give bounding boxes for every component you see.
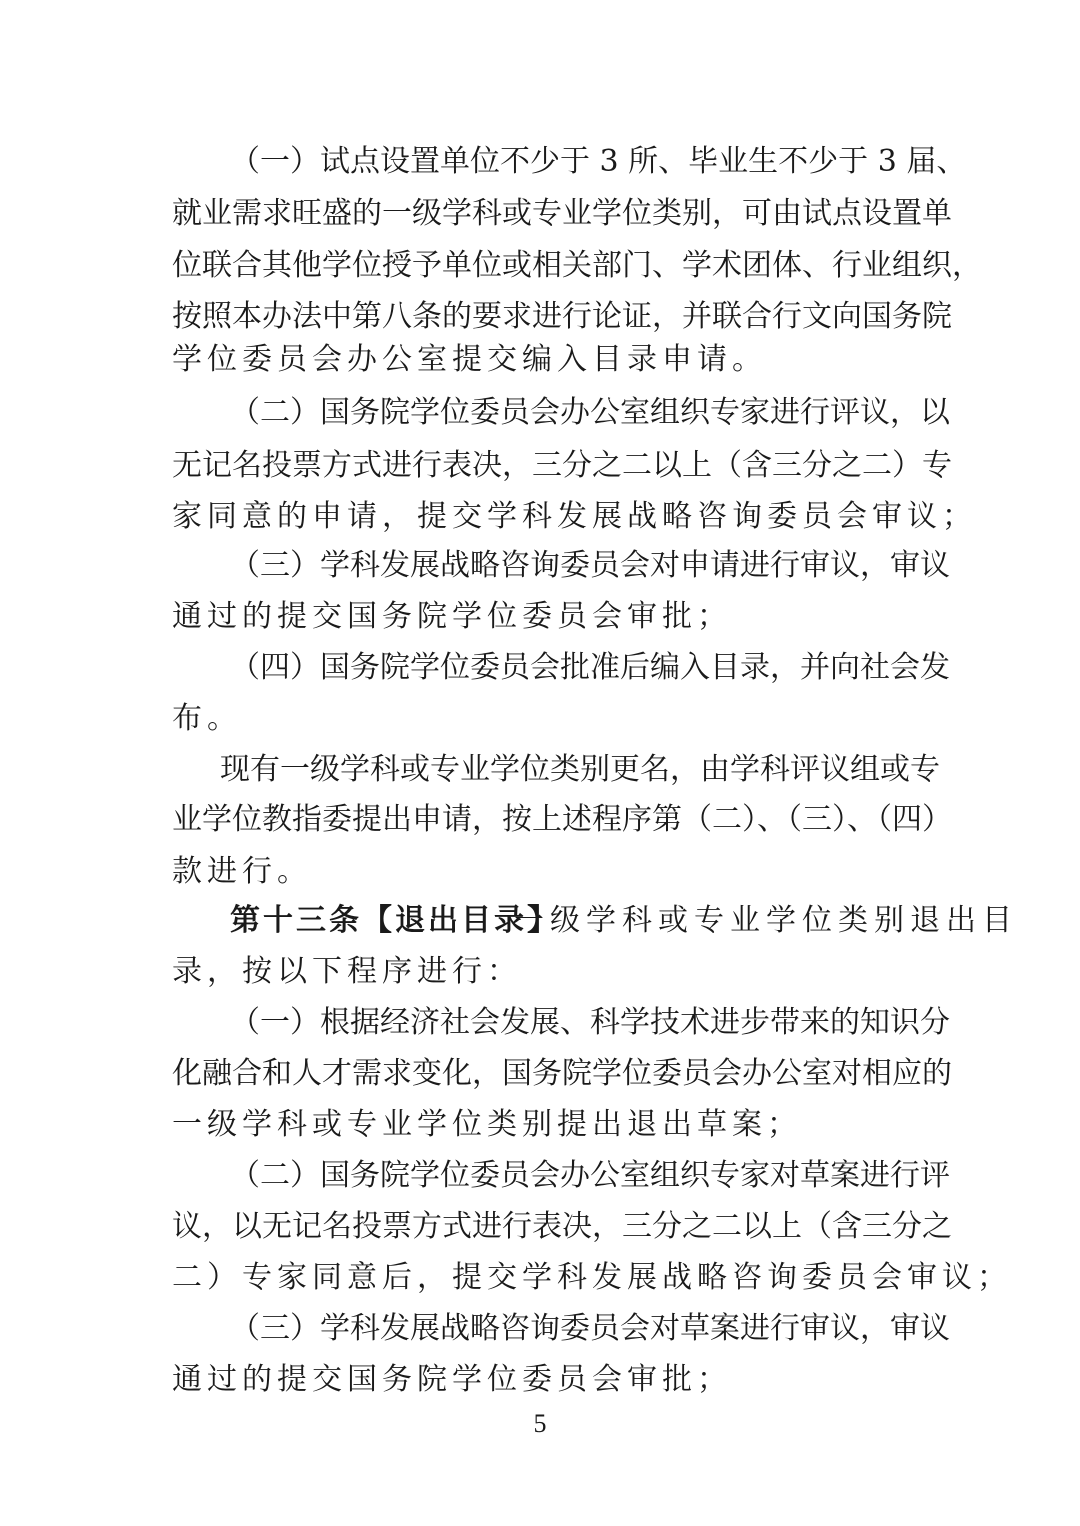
paragraph-line: 通过的提交国务院学位委员会审批； (172, 599, 732, 634)
paragraph-line: （一）试点设置单位不少于 3 所、毕业生不少于 3 届、 (230, 144, 967, 179)
paragraph-line: 无记名投票方式进行表决，三分之二以上（含三分之二）专 (172, 448, 952, 483)
paragraph-line: （二）国务院学位委员会办公室组织专家对草案进行评 (230, 1158, 950, 1193)
page-number: 5 (533, 1409, 547, 1438)
paragraph-line: （四）国务院学位委员会批准后编入目录，并向社会发 (230, 650, 950, 685)
paragraph-line: 化融合和人才需求变化，国务院学位委员会办公室对相应的 (172, 1056, 952, 1091)
paragraph-line: 通过的提交国务院学位委员会审批； (172, 1362, 732, 1397)
paragraph-line: 二）专家同意后，提交学科发展战略咨询委员会审议； (172, 1260, 1012, 1295)
paragraph-line: 录，按以下程序进行： (172, 954, 522, 989)
paragraph-line: 现有一级学科或专业学位类别更名，由学科评议组或专 (220, 752, 940, 787)
paragraph-line: 业学位教指委提出申请，按上述程序第（二）、（三）、（四） (172, 802, 952, 837)
paragraph-line: 一级学科或专业学位类别提出退出草案； (172, 1107, 802, 1142)
paragraph-line: 学位委员会办公室提交编入目录申请。 (172, 342, 767, 377)
paragraph-line: （三）学科发展战略咨询委员会对草案进行审议，审议 (230, 1311, 950, 1346)
paragraph-line: 就业需求旺盛的一级学科或专业学位类别，可由试点设置单 (172, 196, 952, 231)
paragraph-line: （二）国务院学位委员会办公室组织专家进行评议，以 (230, 395, 950, 430)
paragraph-line: 位联合其他学位授予单位或相关部门、学术团体、行业组织， (172, 248, 982, 283)
article-heading: 第十三条【退出目录】 (230, 903, 560, 938)
paragraph-line: 款进行。 (172, 854, 312, 889)
paragraph-line: （一）根据经济社会发展、科学技术进步带来的知识分 (230, 1005, 950, 1040)
paragraph-line: 一级学科或专业学位类别退出目 (514, 903, 1018, 938)
paragraph-line: （三）学科发展战略咨询委员会对申请进行审议，审议 (230, 548, 950, 583)
paragraph-line: 按照本办法中第八条的要求进行论证，并联合行文向国务院 (172, 299, 952, 334)
paragraph-line: 家同意的申请，提交学科发展战略咨询委员会审议； (172, 499, 977, 534)
paragraph-line: 议，以无记名投票方式进行表决，三分之二以上（含三分之 (172, 1209, 952, 1244)
paragraph-line: 布。 (172, 701, 242, 736)
